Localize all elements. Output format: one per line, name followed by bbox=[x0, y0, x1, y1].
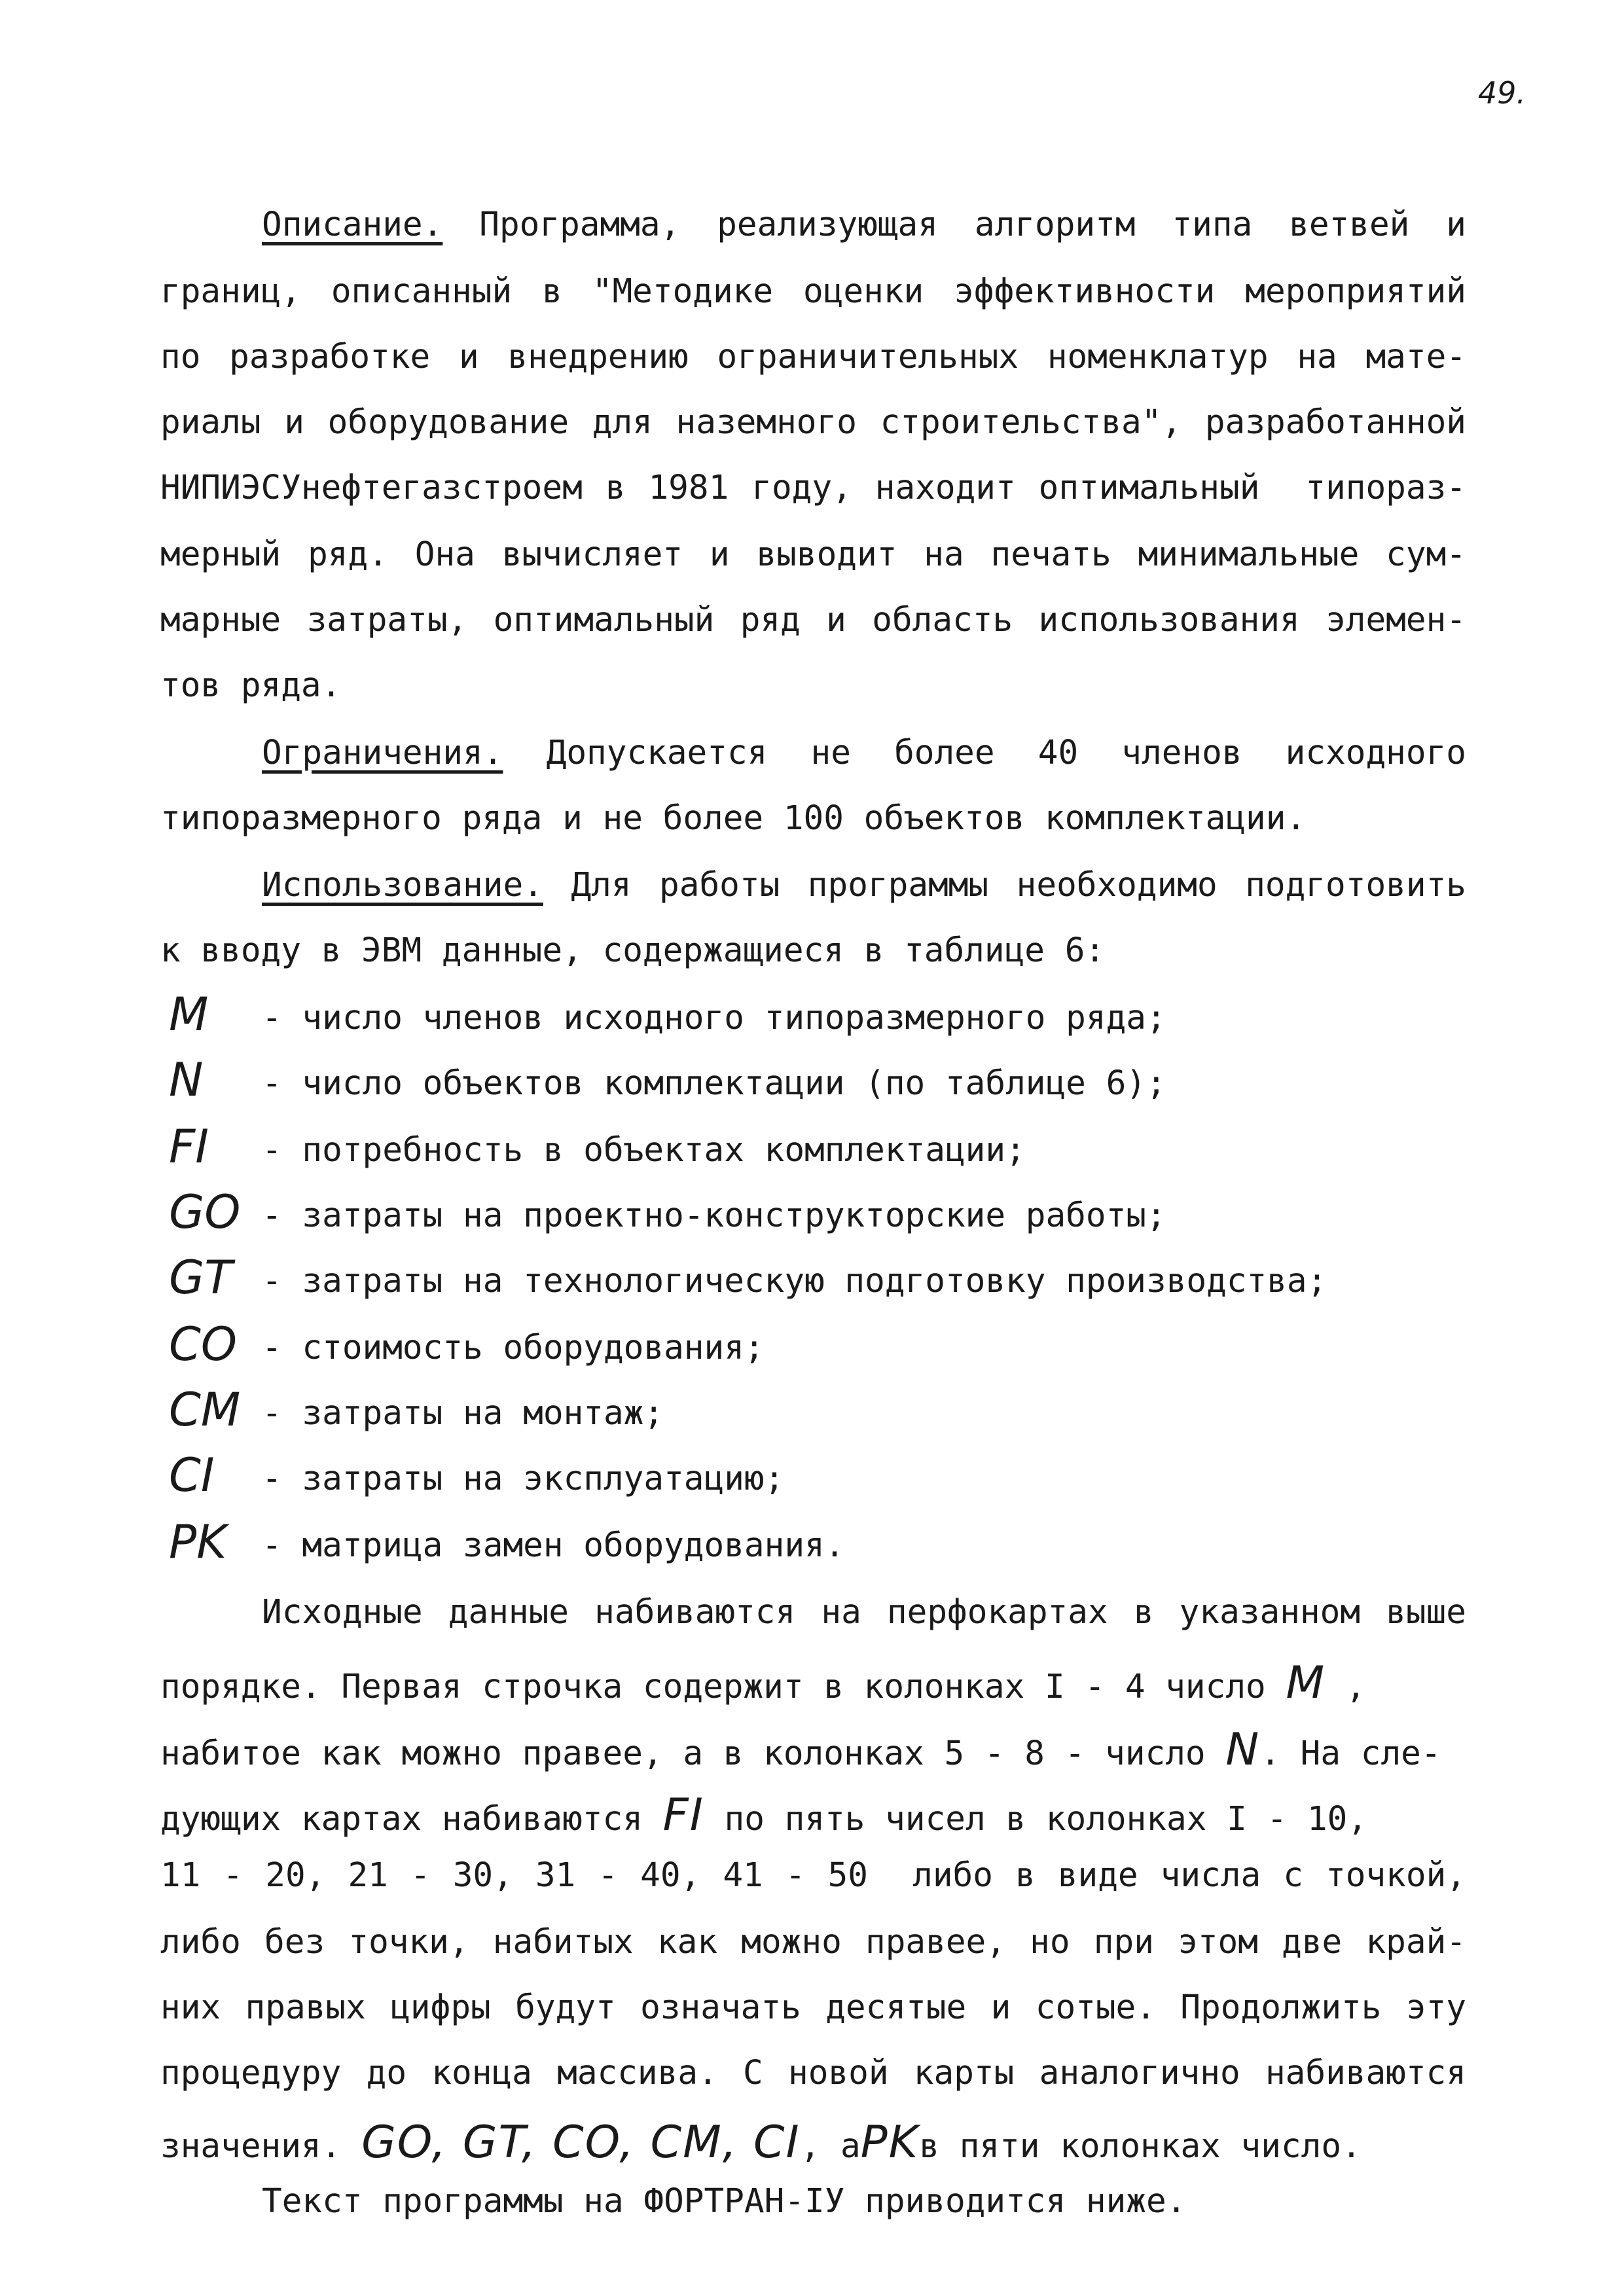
variable-symbol: CO bbox=[169, 1318, 237, 1371]
input-text: порядке. Первая строчка содержит в колонках I - 4 число bbox=[160, 1668, 1266, 1706]
limitations-line-1 bbox=[262, 736, 1466, 770]
description-heading: Описание. bbox=[262, 206, 443, 244]
variable-description: - затраты на монтаж; bbox=[262, 1394, 664, 1433]
variable-description: - число членов исходного типоразмерного ряда; bbox=[262, 999, 1166, 1037]
input-line-7: них правых цифры будут означать десятые и сотые. Продолжить эту bbox=[160, 1988, 1466, 2027]
variable-symbol: GT bbox=[169, 1251, 233, 1304]
usage-line-2: к вводу в ЭВМ данные, содержащиеся в таблице 6: bbox=[160, 931, 1106, 970]
description-line-3: по разработке и внедрению ограничительных номенклатур на мате- bbox=[160, 338, 1466, 376]
symbol-pk: PK bbox=[860, 2117, 920, 2168]
description-line-2: границ, описанный в "Методике оценки эффективности мероприятий bbox=[160, 272, 1466, 311]
description-line-1 bbox=[262, 208, 1466, 242]
description-line-6: мерный ряд. Она вычисляет и выводит на печать минимальные сум- bbox=[160, 535, 1466, 574]
input-line-6: либо без точки, набитых как можно правее, но при этом две край- bbox=[160, 1923, 1466, 1962]
limitations-line-2: типоразмерного ряда и не более 100 объектов комплектации. bbox=[160, 799, 1307, 838]
symbol-fi: FI bbox=[662, 1789, 704, 1841]
variable-description: - стоимость оборудования; bbox=[262, 1329, 765, 1367]
input-text: . На сле- bbox=[1260, 1734, 1441, 1773]
usage-line-1 bbox=[262, 866, 1466, 905]
input-line-1: Исходные данные набиваются на перфокартах в указанном выше bbox=[262, 1593, 1466, 1632]
limitations-heading: Ограничения. bbox=[262, 734, 503, 772]
variable-symbol: CM bbox=[169, 1383, 241, 1437]
variable-description: - затраты на проектно-конструкторские работы; bbox=[262, 1196, 1166, 1235]
variable-symbol: M bbox=[169, 988, 209, 1041]
symbol-n: N bbox=[1225, 1724, 1261, 1776]
usage-heading: Использование. bbox=[262, 866, 543, 905]
variable-description: - затраты на технологическую подготовку производства; bbox=[262, 1262, 1327, 1300]
description-text-1: Программа, реализующая алгоритм типа ветвей и bbox=[479, 206, 1466, 244]
input-text: , bbox=[1345, 1668, 1366, 1706]
closing-line: Текст программы на ФОРТРАН-IУ приводится ниже. bbox=[262, 2182, 1187, 2221]
variable-symbol: CI bbox=[169, 1448, 215, 1502]
input-text: по пять чисел в колонках I - 10, bbox=[724, 1800, 1368, 1839]
limitations-text-1: Допускается не более 40 членов исходного bbox=[546, 734, 1466, 772]
variable-description: - матрица замен оборудования. bbox=[262, 1526, 845, 1565]
symbol-list: GO, GT, CO, CM, CI bbox=[361, 2117, 801, 2168]
input-text: набитое как можно правее, а в колонках 5 - 8 - число bbox=[160, 1734, 1206, 1773]
input-text: , а bbox=[800, 2127, 861, 2166]
description-line-8: тов ряда. bbox=[160, 666, 342, 705]
symbol-m: M bbox=[1286, 1657, 1326, 1709]
input-line-8: процедуру до конца массива. С новой карты аналогично набиваются bbox=[160, 2054, 1466, 2092]
input-line-9 bbox=[160, 2117, 1362, 2168]
variable-symbol: FI bbox=[169, 1120, 209, 1174]
description-line-4: риалы и оборудование для наземного строительства", разработанной bbox=[160, 403, 1466, 442]
variable-description: - число объектов комплектации (по таблице 6); bbox=[262, 1064, 1166, 1103]
input-line-3 bbox=[160, 1724, 1441, 1776]
description-line-5: НИПИЭСУнефтегазстроем в 1981 году, находит оптимальный типораз- bbox=[160, 469, 1466, 507]
description-line-7: марные затраты, оптимальный ряд и область использования элемен- bbox=[160, 601, 1466, 639]
input-text: в пяти колонках число. bbox=[919, 2127, 1362, 2166]
page-number: 49. bbox=[1477, 75, 1526, 111]
input-line-5: 11 - 20, 21 - 30, 31 - 40, 41 - 50 либо в виде числа с точкой, bbox=[160, 1856, 1466, 1895]
variable-description: - потребность в объектах комплектации; bbox=[262, 1131, 1026, 1170]
input-line-4 bbox=[160, 1789, 1368, 1841]
input-text: значения. bbox=[160, 2127, 342, 2166]
variable-symbol: N bbox=[169, 1053, 204, 1107]
variable-description: - затраты на эксплуатацию; bbox=[262, 1460, 785, 1498]
variable-symbol: PK bbox=[169, 1515, 227, 1569]
variable-symbol: GO bbox=[169, 1185, 241, 1239]
input-line-2 bbox=[160, 1657, 1366, 1709]
input-text: дующих картах набиваются bbox=[160, 1800, 643, 1839]
usage-text-1: Для работы программы необходимо подготовить bbox=[571, 866, 1466, 905]
